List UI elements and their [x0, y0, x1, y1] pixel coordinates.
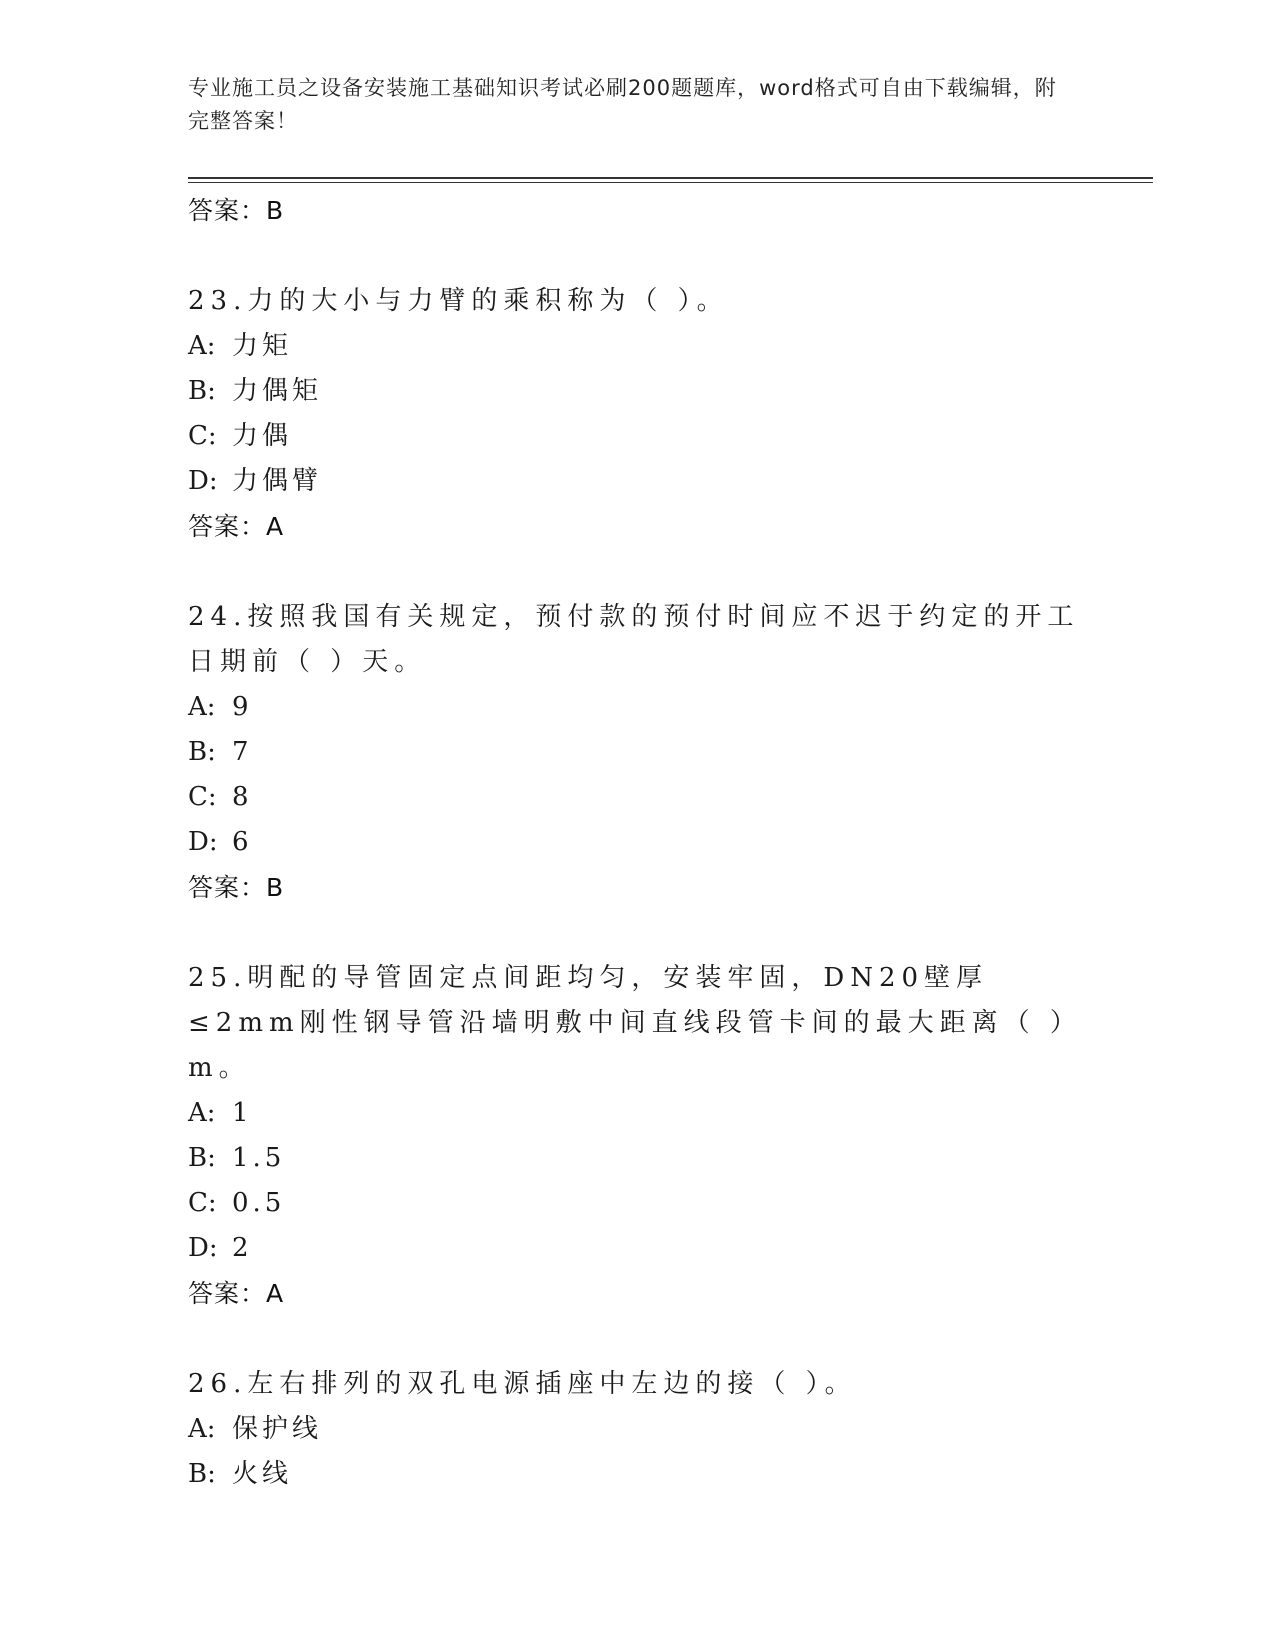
option-text: 力偶	[232, 421, 293, 451]
option-text: 7	[232, 737, 253, 767]
answer-label: 答案：	[188, 873, 267, 902]
option-letter: C:	[188, 421, 217, 451]
option-letter: D:	[188, 466, 218, 496]
header-divider-thin	[188, 182, 1153, 183]
option-a	[188, 324, 1088, 369]
option-letter: B:	[188, 376, 216, 406]
question-number: 23.	[188, 286, 248, 316]
option-text: 8	[232, 782, 253, 812]
question-number: 25.	[188, 963, 248, 993]
answer-value: A	[266, 1279, 285, 1308]
question-text	[188, 279, 1088, 324]
answer-value: A	[266, 512, 285, 541]
answer-value: B	[266, 873, 285, 902]
option-text: 0.5	[232, 1188, 286, 1218]
option-b	[188, 1452, 1088, 1497]
option-c	[188, 775, 1088, 820]
question-list	[188, 188, 1088, 1497]
option-c	[188, 414, 1088, 459]
answer-label: 答案：	[188, 1279, 267, 1308]
option-text: 1.5	[232, 1143, 286, 1173]
option-letter: D:	[188, 827, 218, 857]
option-text: 9	[232, 692, 253, 722]
answer-label: 答案：	[188, 196, 267, 225]
option-text: 6	[232, 827, 253, 857]
option-letter: B:	[188, 1143, 216, 1173]
option-letter: A:	[188, 692, 216, 722]
option-letter: D:	[188, 1233, 218, 1263]
option-text: 力矩	[232, 331, 293, 361]
option-text: 力偶臂	[232, 466, 323, 496]
question-number: 24.	[188, 602, 248, 632]
option-b	[188, 369, 1088, 414]
answer-value: B	[266, 196, 285, 225]
question-text	[188, 1362, 1088, 1407]
question-text	[188, 595, 1088, 685]
option-letter: C:	[188, 782, 217, 812]
option-d	[188, 459, 1088, 504]
option-text: 力偶矩	[232, 376, 323, 406]
answer-line	[188, 188, 1088, 234]
question-body: 力的大小与力臂的乘积称为（ ）。	[247, 286, 729, 316]
option-letter: B:	[188, 737, 216, 767]
option-text: 2	[232, 1233, 253, 1263]
page-header: 专业施工员之设备安装施工基础知识考试必刷200题题库，word格式可自由下载编辑，附完整答案！	[188, 76, 1057, 133]
option-d	[188, 1226, 1088, 1271]
question-body: 左右排列的双孔电源插座中左边的接（ ）。	[247, 1369, 857, 1399]
question-body: 明配的导管固定点间距均匀，安装牢固，DN20壁厚≤2mm刚性钢导管沿墙明敷中间直线段管卡间的最大距离（ ）m。	[188, 963, 1082, 1083]
answer-line	[188, 865, 1088, 911]
option-a	[188, 1407, 1088, 1452]
option-letter: A:	[188, 1098, 216, 1128]
option-text: 火线	[232, 1459, 293, 1489]
option-letter: B:	[188, 1459, 216, 1489]
header-divider-thick	[188, 177, 1153, 179]
option-letter: A:	[188, 1414, 216, 1444]
answer-line	[188, 1271, 1088, 1317]
option-a	[188, 685, 1088, 730]
option-text: 保护线	[232, 1414, 323, 1444]
option-b	[188, 1136, 1088, 1181]
question-body: 按照我国有关规定，预付款的预付时间应不迟于约定的开工日期前（ ）天。	[188, 602, 1080, 677]
option-letter: A:	[188, 331, 216, 361]
question-text	[188, 956, 1088, 1091]
option-letter: C:	[188, 1188, 217, 1218]
option-b	[188, 730, 1088, 775]
question-number: 26.	[188, 1369, 248, 1399]
option-d	[188, 820, 1088, 865]
option-c	[188, 1181, 1088, 1226]
answer-label: 答案：	[188, 512, 267, 541]
option-text: 1	[232, 1098, 253, 1128]
option-a	[188, 1091, 1088, 1136]
answer-line	[188, 504, 1088, 550]
